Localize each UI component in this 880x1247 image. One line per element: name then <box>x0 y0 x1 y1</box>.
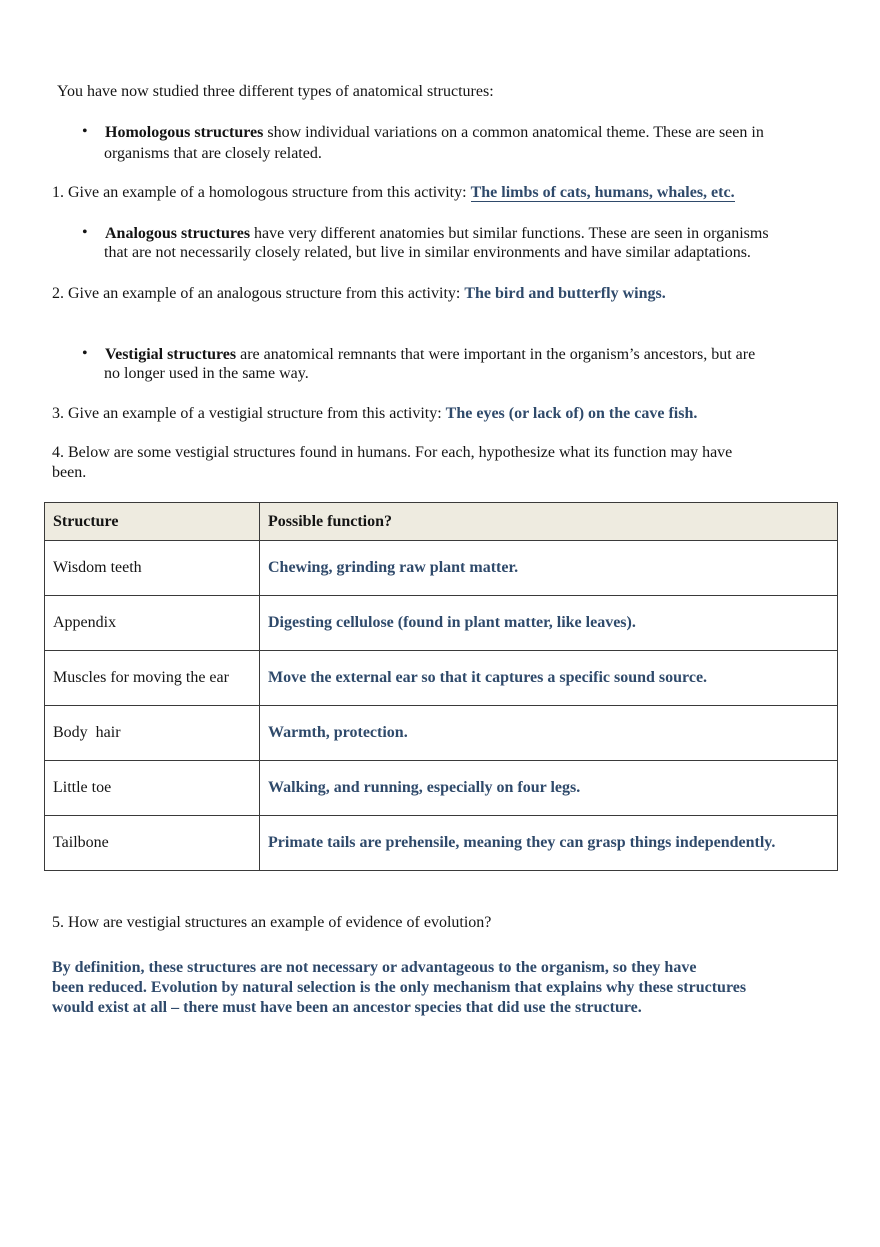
question-5: 5. How are vestigial structures an example of evidence of evolution? <box>52 914 492 931</box>
structure-cell: Muscles for moving the ear <box>45 651 260 706</box>
question-2-text: 2. Give an example of an analogous structure from this activity: <box>52 285 465 302</box>
table-row <box>45 761 838 816</box>
function-cell: Chewing, grinding raw plant matter. <box>260 541 838 596</box>
question-2 <box>52 284 666 304</box>
structure-cell: Little toe <box>45 761 260 816</box>
vestigial-line1 <box>105 345 755 365</box>
question-4-line2: been. <box>52 464 87 481</box>
table-row <box>45 651 838 706</box>
question-2-answer: The bird and butterfly wings. <box>464 285 666 302</box>
table-row <box>45 706 838 761</box>
vestigial-structures-table <box>44 502 838 871</box>
column-header-function: Possible function? <box>260 503 838 541</box>
question-1-answer: The limbs of cats, humans, whales, etc. <box>470 184 735 201</box>
bullet-icon: • <box>82 123 88 140</box>
analogous-desc: have very different anatomies but similar functions. These are seen in organisms <box>250 225 769 242</box>
question-4-line1: 4. Below are some vestigial structures found in humans. For each, hypothesize what its function may have <box>52 444 733 461</box>
question-1 <box>52 183 735 203</box>
question-3-answer: The eyes (or lack of) on the cave fish. <box>445 405 698 422</box>
homologous-term: Homologous structures <box>105 124 264 141</box>
vestigial-line2: no longer used in the same way. <box>104 365 309 382</box>
column-header-structure: Structure <box>45 503 260 541</box>
question-1-text: 1. Give an example of a homologous structure from this activity: <box>52 184 471 201</box>
table-row <box>45 596 838 651</box>
structure-cell: Tailbone <box>45 816 260 871</box>
question-3 <box>52 404 697 424</box>
question-5-answer-line2: been reduced. Evolution by natural selection is the only mechanism that explains why these structures <box>52 979 747 996</box>
homologous-line2: organisms that are closely related. <box>104 145 322 162</box>
question-5-answer-line1: By definition, these structures are not necessary or advantageous to the organism, so they have <box>52 959 697 976</box>
question-5-answer-line3: would exist at all – there must have been an ancestor species that did use the structure. <box>52 999 642 1016</box>
function-cell: Move the external ear so that it captures a specific sound source. <box>260 651 838 706</box>
analogous-line1 <box>105 224 769 244</box>
question-3-text: 3. Give an example of a vestigial structure from this activity: <box>52 405 446 422</box>
table-row <box>45 816 838 871</box>
vestigial-term: Vestigial structures <box>105 346 237 363</box>
table-header-row <box>45 503 838 541</box>
function-cell: Digesting cellulose (found in plant matter, like leaves). <box>260 596 838 651</box>
structure-cell: Body hair <box>45 706 260 761</box>
intro-text: You have now studied three different types of anatomical structures: <box>57 83 494 100</box>
homologous-desc: show individual variations on a common anatomical theme. These are seen in <box>263 124 764 141</box>
function-cell: Walking, and running, especially on four legs. <box>260 761 838 816</box>
analogous-term: Analogous structures <box>105 225 251 242</box>
structure-cell: Wisdom teeth <box>45 541 260 596</box>
table-row <box>45 541 838 596</box>
homologous-line1 <box>105 123 764 143</box>
bullet-icon: • <box>82 224 88 241</box>
vestigial-desc: are anatomical remnants that were important in the organism’s ancestors, but are <box>236 346 756 363</box>
function-cell: Warmth, protection. <box>260 706 838 761</box>
analogous-line2: that are not necessarily closely related, but live in similar environments and have similar adaptations. <box>104 244 751 261</box>
bullet-icon: • <box>82 345 88 362</box>
function-cell: Primate tails are prehensile, meaning they can grasp things independently. <box>260 816 838 871</box>
structure-cell: Appendix <box>45 596 260 651</box>
